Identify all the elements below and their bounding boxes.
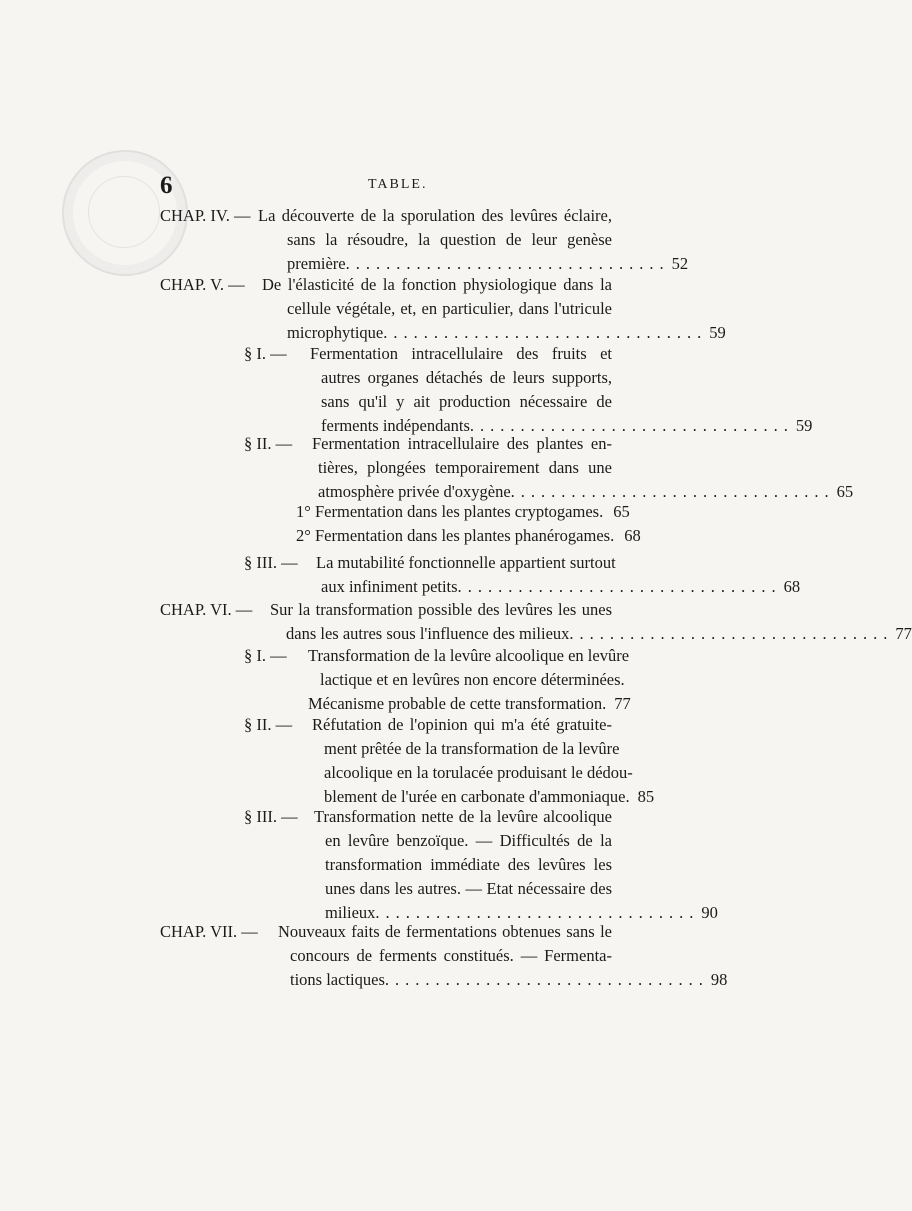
entry-line: sans qu'il y ait production nécessaire de [321,392,612,411]
entry-text [310,342,813,438]
section-label: § I. — [244,344,287,363]
subsection-label: 2° [296,526,311,545]
section-label: § I. — [244,646,287,665]
entry-line [296,526,614,546]
entry-title: Fermentation dans les plantes phanérogames. [314,526,615,545]
entry-line: transformation immédiate des levûres les [325,855,612,874]
entry-line: tières, plongées temporairement dans une [318,458,612,477]
leader-dots: ............................... [467,577,782,596]
entry-line: Fermentation intracellulaire des fruits et [310,344,612,363]
entry-text [262,273,726,345]
entry-text [312,713,655,809]
entry-line: La mutabilité fonctionnelle appartient surtout [316,553,616,572]
section-label: § III. — [244,807,298,826]
entry-line: microphytique. [287,323,388,342]
running-title: TABLE. [368,177,428,192]
page-ref: 77 [895,624,912,643]
entry-line [296,502,603,522]
section-label: § III. — [244,553,298,572]
leader-dots: ............................... [579,624,894,643]
chapter-label: CHAP. V. — [160,275,245,294]
page-ref: 59 [795,416,813,435]
entry-text [270,598,912,646]
entry-line: atmosphère privée d'oxygène. [318,482,515,501]
entry-last-line [321,575,801,599]
toc-entry-subsection-1 [296,502,630,526]
page-ref: 65 [836,482,854,501]
page-number: 6 [160,172,173,199]
entry-text [314,805,718,925]
entry-last-line [318,480,854,504]
entry-line: autres organes détachés de leurs supports, [321,368,612,387]
entry-line: ferments indépendants. [321,416,475,435]
entry-line: concours de ferments constitués. — Fermenta- [290,946,612,965]
leader-dots: ............................... [385,903,700,922]
entry-line: Transformation de la levûre alcoolique en levûre [308,646,630,665]
entry-line: Transformation nette de la levûre alcoolique [314,807,612,826]
toc-entry-subsection-2 [296,526,641,550]
leader-dots: ............................... [393,323,708,342]
entry-line: Fermentation intracellulaire des plantes en- [312,434,612,453]
entry-line: Sur la transformation possible des levûres les unes [270,600,612,619]
page-ref: 90 [701,903,718,922]
chapter-label: CHAP. VII. — [160,922,258,941]
page-ref: 59 [709,323,726,342]
entry-last-line [290,968,728,992]
entry-text [258,204,689,276]
leader-dots: ............................... [520,482,835,501]
entry-line: milieux. [325,903,380,922]
entry-text [308,644,631,716]
entry-line: tions lactiques. [290,970,389,989]
entry-line: La découverte de la sporulation des levûres éclaire, [258,206,612,225]
page-ref: 85 [637,787,655,806]
leader-dots: ............................... [480,416,794,435]
entry-line: en levûre benzoïque. — Difficultés de la [325,831,612,850]
section-label: § II. — [244,434,293,453]
entry-line: Réfutation de l'opinion qui m'a été gratuite- [312,715,612,734]
entry-text [312,432,854,504]
section-label: § II. — [244,715,293,734]
entry-line: dans les autres sous l'influence des milieux. [286,624,574,643]
entry-last-line [286,622,912,646]
entry-line: lactique et en levûres non encore déterminées. [320,670,625,689]
entry-line: sans la résoudre, la question de leur genèse [287,230,612,249]
page-ref: 68 [783,577,801,596]
entry-line: cellule végétale, et, en particulier, dans l'utricule [287,299,612,318]
entry-line: De l'élasticité de la fonction physiologique dans la [262,275,612,294]
subsection-label: 1° [296,502,311,521]
entry-line: ment prêtée de la transformation de la levûre [324,739,620,758]
page-ref: 77 [614,694,631,713]
entry-line: alcoolique en la torulacée produisant le dédou- [324,763,633,782]
leader-dots: ............................... [355,254,670,273]
chapter-label: CHAP. VI. — [160,600,253,619]
chapter-label: CHAP. IV. — [160,206,251,225]
entry-text [316,551,801,599]
entry-line: aux infiniment petits. [321,577,462,596]
entry-line: unes dans les autres. — Etat nécessaire des [325,879,612,898]
entry-line: première. [287,254,350,273]
page-ref: 52 [671,254,689,273]
entry-line: Mécanisme probable de cette transformation. [308,694,607,713]
entry-text [278,920,728,992]
leader-dots: ............................... [394,970,709,989]
page-ref: 65 [613,502,630,521]
entry-line: blement de l'urée en carbonate d'ammoniaque. [324,787,630,806]
entry-line: Nouveaux faits de fermentations obtenues sans le [278,922,612,941]
page-ref: 68 [624,526,641,545]
entry-title: Fermentation dans les plantes cryptogames. [314,502,604,521]
page-ref: 98 [710,970,728,989]
